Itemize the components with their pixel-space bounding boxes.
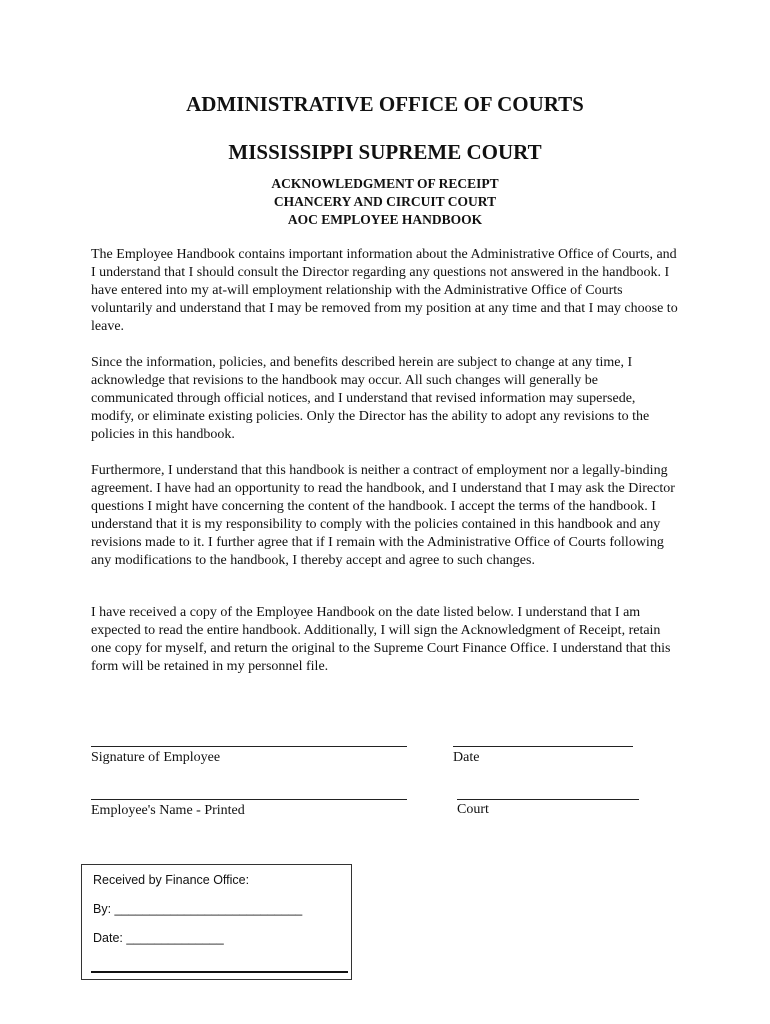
paragraph-not-contract: Furthermore, I understand that this handbook is neither a contract of employment nor a legally-binding agreement. I have had an opportunity to read the handbook, and I understand that I may ask the Director questions I might have concerning the content of the handbook. I accept the terms of the handbook. I understand that it is my responsibility to comply with the policies contained in this handbook and any revisions made to it. I further agree that if I remain with the Administrative Office of Courts following any modifications to the handbook, I thereby accept and agree to such changes. xyxy=(91,463,675,568)
date-line[interactable] xyxy=(453,746,633,747)
page-title: ADMINISTRATIVE OFFICE OF COURTS xyxy=(186,92,584,116)
finance-office-box xyxy=(81,864,352,980)
printed-name-label: Employee's Name - Printed xyxy=(91,803,245,818)
court-line[interactable] xyxy=(457,799,639,800)
finance-box-title: Received by Finance Office: xyxy=(93,873,250,887)
printed-name-line[interactable] xyxy=(91,799,407,800)
signature-line[interactable] xyxy=(91,746,407,747)
date-label: Date xyxy=(453,750,480,765)
paragraph-revisions: Since the information, policies, and benefits described herein are subject to change at any time, I acknowledge that revisions to the handbook may occur. All such changes will generally be communicated through official notices, and I understand that revised information may supersede, modify, or eliminate existing policies. Only the Director has the ability to adopt any revisions to the policies in this handbook. xyxy=(91,355,650,442)
finance-by-field[interactable]: By: ___________________________ xyxy=(93,902,303,916)
finance-date-field[interactable]: Date: ______________ xyxy=(93,931,224,945)
signature-label: Signature of Employee xyxy=(91,750,221,765)
paragraph-receipt: I have received a copy of the Employee Handbook on the date listed below. I understand that I am expected to read the entire handbook. Additionally, I will sign the Acknowledgment of Receipt, retain one copy for myself, and return the original to the Supreme Court Finance Office. I understand that this form will be retained in my personnel file. xyxy=(91,605,671,674)
court-label: Court xyxy=(457,802,489,817)
form-title: ACKNOWLEDGMENT OF RECEIPT xyxy=(271,176,499,191)
finance-box-underline xyxy=(91,971,348,973)
paragraph-handbook-info: The Employee Handbook contains important information about the Administrative Office of Courts, and I understand that I should consult the Director regarding any questions not answered in the handbook. I have entered into my at-will employment relationship with the Administrative Office of Courts voluntarily and understand that I may be removed from my position at any time and that I may choose to leave. xyxy=(91,247,678,334)
form-subtitle-court: CHANCERY AND CIRCUIT COURT xyxy=(273,194,497,209)
court-name: MISSISSIPPI SUPREME COURT xyxy=(228,140,542,164)
form-subtitle-handbook: AOC EMPLOYEE HANDBOOK xyxy=(287,212,483,227)
